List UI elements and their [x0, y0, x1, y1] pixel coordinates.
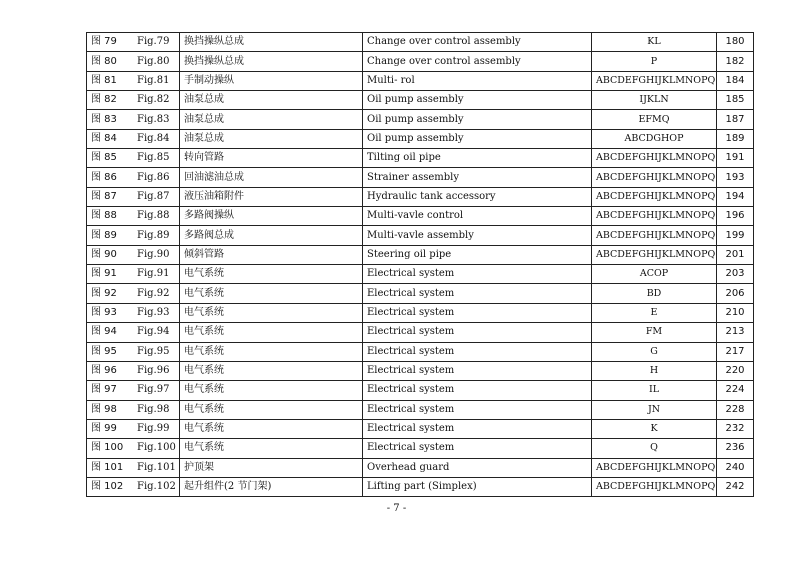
page-number: - 7 - — [386, 503, 407, 514]
page-ref: 232 — [717, 419, 754, 438]
page-ref: 187 — [717, 110, 754, 129]
figure-number-en: Fig.87 — [133, 187, 180, 206]
model-codes: E — [592, 303, 717, 322]
table-row — [87, 439, 754, 458]
model-codes: ABCDEFGHIJKLMNOPQ — [592, 168, 717, 187]
part-name-cn: 护顶架 — [180, 458, 363, 477]
figure-number-cn: 图 102 — [87, 477, 134, 496]
model-codes: H — [592, 361, 717, 380]
part-name-en: Oil pump assembly — [363, 91, 592, 110]
page-ref: 191 — [717, 149, 754, 168]
part-name-cn: 起升组件(2 节门架) — [180, 477, 363, 496]
part-name-cn: 电气系统 — [180, 419, 363, 438]
page-ref: 220 — [717, 361, 754, 380]
model-codes: ABCDEFGHIJKLMNOPQ — [592, 71, 717, 90]
part-name-cn: 电气系统 — [180, 265, 363, 284]
page-ref: 236 — [717, 439, 754, 458]
model-codes: IJKLN — [592, 91, 717, 110]
figure-index-body — [87, 33, 754, 497]
figure-number-cn: 图 85 — [87, 149, 134, 168]
page-ref: 184 — [717, 71, 754, 90]
part-name-en: Change over control assembly — [363, 52, 592, 71]
figure-number-en: Fig.101 — [133, 458, 180, 477]
part-name-en: Overhead guard — [363, 458, 592, 477]
figure-number-cn: 图 79 — [87, 33, 134, 52]
page-ref: 224 — [717, 381, 754, 400]
model-codes: ABCDEFGHIJKLMNOPQ — [592, 149, 717, 168]
figure-number-cn: 图 88 — [87, 207, 134, 226]
figure-number-cn: 图 81 — [87, 71, 134, 90]
model-codes: EFMQ — [592, 110, 717, 129]
table-row — [87, 458, 754, 477]
figure-number-en: Fig.98 — [133, 400, 180, 419]
table-row — [87, 361, 754, 380]
page-ref: 189 — [717, 129, 754, 148]
figure-number-en: Fig.92 — [133, 284, 180, 303]
page-ref: 201 — [717, 245, 754, 264]
table-row — [87, 168, 754, 187]
table-row — [87, 91, 754, 110]
part-name-cn: 油泵总成 — [180, 91, 363, 110]
part-name-cn: 电气系统 — [180, 381, 363, 400]
part-name-en: Electrical system — [363, 303, 592, 322]
part-name-en: Change over control assembly — [363, 33, 592, 52]
figure-number-cn: 图 95 — [87, 342, 134, 361]
figure-number-cn: 图 84 — [87, 129, 134, 148]
part-name-cn: 电气系统 — [180, 361, 363, 380]
part-name-cn: 换挡操纵总成 — [180, 52, 363, 71]
figure-number-cn: 图 96 — [87, 361, 134, 380]
table-row — [87, 265, 754, 284]
part-name-en: Tilting oil pipe — [363, 149, 592, 168]
figure-number-en: Fig.83 — [133, 110, 180, 129]
model-codes: ABCDEFGHIJKLMNOPQ — [592, 207, 717, 226]
part-name-cn: 电气系统 — [180, 439, 363, 458]
model-codes: ABCDEFGHIJKLMNOPQ — [592, 477, 717, 496]
figure-number-cn: 图 83 — [87, 110, 134, 129]
page-ref: 213 — [717, 323, 754, 342]
figure-number-cn: 图 92 — [87, 284, 134, 303]
part-name-en: Electrical system — [363, 419, 592, 438]
figure-number-en: Fig.97 — [133, 381, 180, 400]
page-ref: 210 — [717, 303, 754, 322]
figure-number-cn: 图 99 — [87, 419, 134, 438]
part-name-en: Electrical system — [363, 342, 592, 361]
figure-number-en: Fig.85 — [133, 149, 180, 168]
model-codes: ABCDEFGHIJKLMNOPQ — [592, 245, 717, 264]
figure-number-cn: 图 98 — [87, 400, 134, 419]
table-row — [87, 187, 754, 206]
figure-index-table — [86, 32, 754, 497]
page-ref: 242 — [717, 477, 754, 496]
part-name-en: Multi-vavle assembly — [363, 226, 592, 245]
model-codes: JN — [592, 400, 717, 419]
figure-number-en: Fig.99 — [133, 419, 180, 438]
part-name-en: Electrical system — [363, 265, 592, 284]
model-codes: G — [592, 342, 717, 361]
figure-number-cn: 图 93 — [87, 303, 134, 322]
part-name-en: Electrical system — [363, 381, 592, 400]
part-name-en: Lifting part (Simplex) — [363, 477, 592, 496]
table-row — [87, 110, 754, 129]
model-codes: FM — [592, 323, 717, 342]
table-row — [87, 52, 754, 71]
model-codes: Q — [592, 439, 717, 458]
figure-number-en: Fig.84 — [133, 129, 180, 148]
part-name-cn: 多路阀操纵 — [180, 207, 363, 226]
page-ref: 185 — [717, 91, 754, 110]
figure-number-en: Fig.88 — [133, 207, 180, 226]
table-row — [87, 207, 754, 226]
figure-number-cn: 图 80 — [87, 52, 134, 71]
part-name-en: Electrical system — [363, 323, 592, 342]
part-name-cn: 转向管路 — [180, 149, 363, 168]
part-name-en: Strainer assembly — [363, 168, 592, 187]
model-codes: KL — [592, 33, 717, 52]
figure-number-en: Fig.80 — [133, 52, 180, 71]
figure-number-en: Fig.93 — [133, 303, 180, 322]
part-name-cn: 电气系统 — [180, 323, 363, 342]
part-name-cn: 油泵总成 — [180, 110, 363, 129]
part-name-en: Hydraulic tank accessory — [363, 187, 592, 206]
table-row — [87, 149, 754, 168]
part-name-cn: 电气系统 — [180, 303, 363, 322]
model-codes: BD — [592, 284, 717, 303]
figure-number-en: Fig.96 — [133, 361, 180, 380]
part-name-cn: 液压油箱附件 — [180, 187, 363, 206]
part-name-cn: 电气系统 — [180, 284, 363, 303]
figure-number-cn: 图 82 — [87, 91, 134, 110]
figure-number-cn: 图 89 — [87, 226, 134, 245]
figure-number-cn: 图 91 — [87, 265, 134, 284]
figure-number-en: Fig.82 — [133, 91, 180, 110]
figure-number-en: Fig.86 — [133, 168, 180, 187]
page-ref: 217 — [717, 342, 754, 361]
page-ref: 203 — [717, 265, 754, 284]
part-name-en: Steering oil pipe — [363, 245, 592, 264]
table-row — [87, 303, 754, 322]
model-codes: ABCDEFGHIJKLMNOPQ — [592, 226, 717, 245]
page-ref: 180 — [717, 33, 754, 52]
table-row — [87, 129, 754, 148]
figure-number-en: Fig.95 — [133, 342, 180, 361]
table-row — [87, 477, 754, 496]
part-name-en: Multi- rol — [363, 71, 592, 90]
part-name-cn: 手制动操纵 — [180, 71, 363, 90]
table-row — [87, 245, 754, 264]
figure-number-en: Fig.91 — [133, 265, 180, 284]
part-name-en: Oil pump assembly — [363, 129, 592, 148]
page-ref: 193 — [717, 168, 754, 187]
page-ref: 196 — [717, 207, 754, 226]
figure-number-en: Fig.79 — [133, 33, 180, 52]
part-name-en: Electrical system — [363, 361, 592, 380]
table-row — [87, 419, 754, 438]
figure-number-cn: 图 94 — [87, 323, 134, 342]
figure-number-en: Fig.94 — [133, 323, 180, 342]
figure-number-en: Fig.90 — [133, 245, 180, 264]
figure-number-en: Fig.100 — [133, 439, 180, 458]
part-name-cn: 电气系统 — [180, 342, 363, 361]
page-ref: 240 — [717, 458, 754, 477]
page-ref: 199 — [717, 226, 754, 245]
table-row — [87, 226, 754, 245]
model-codes: P — [592, 52, 717, 71]
part-name-cn: 换挡操纵总成 — [180, 33, 363, 52]
figure-number-cn: 图 86 — [87, 168, 134, 187]
part-name-en: Electrical system — [363, 284, 592, 303]
part-name-cn: 电气系统 — [180, 400, 363, 419]
figure-number-en: Fig.89 — [133, 226, 180, 245]
part-name-en: Electrical system — [363, 439, 592, 458]
model-codes: ABCDGHOP — [592, 129, 717, 148]
table-row — [87, 381, 754, 400]
table-row — [87, 400, 754, 419]
part-name-cn: 多路阀总成 — [180, 226, 363, 245]
page-ref: 228 — [717, 400, 754, 419]
model-codes: ACOP — [592, 265, 717, 284]
page-ref: 194 — [717, 187, 754, 206]
table-row — [87, 284, 754, 303]
model-codes: ABCDEFGHIJKLMNOPQ — [592, 187, 717, 206]
figure-number-en: Fig.81 — [133, 71, 180, 90]
figure-number-cn: 图 87 — [87, 187, 134, 206]
figure-number-en: Fig.102 — [133, 477, 180, 496]
figure-number-cn: 图 101 — [87, 458, 134, 477]
page-ref: 206 — [717, 284, 754, 303]
part-name-en: Oil pump assembly — [363, 110, 592, 129]
table-row — [87, 342, 754, 361]
part-name-cn: 回油滤油总成 — [180, 168, 363, 187]
table-row — [87, 71, 754, 90]
model-codes: K — [592, 419, 717, 438]
part-name-en: Multi-vavle control — [363, 207, 592, 226]
figure-number-cn: 图 90 — [87, 245, 134, 264]
figure-number-cn: 图 97 — [87, 381, 134, 400]
figure-number-cn: 图 100 — [87, 439, 134, 458]
part-name-en: Electrical system — [363, 400, 592, 419]
table-row — [87, 323, 754, 342]
model-codes: IL — [592, 381, 717, 400]
part-name-cn: 倾斜管路 — [180, 245, 363, 264]
page-ref: 182 — [717, 52, 754, 71]
part-name-cn: 油泵总成 — [180, 129, 363, 148]
model-codes: ABCDEFGHIJKLMNOPQ — [592, 458, 717, 477]
table-row — [87, 33, 754, 52]
